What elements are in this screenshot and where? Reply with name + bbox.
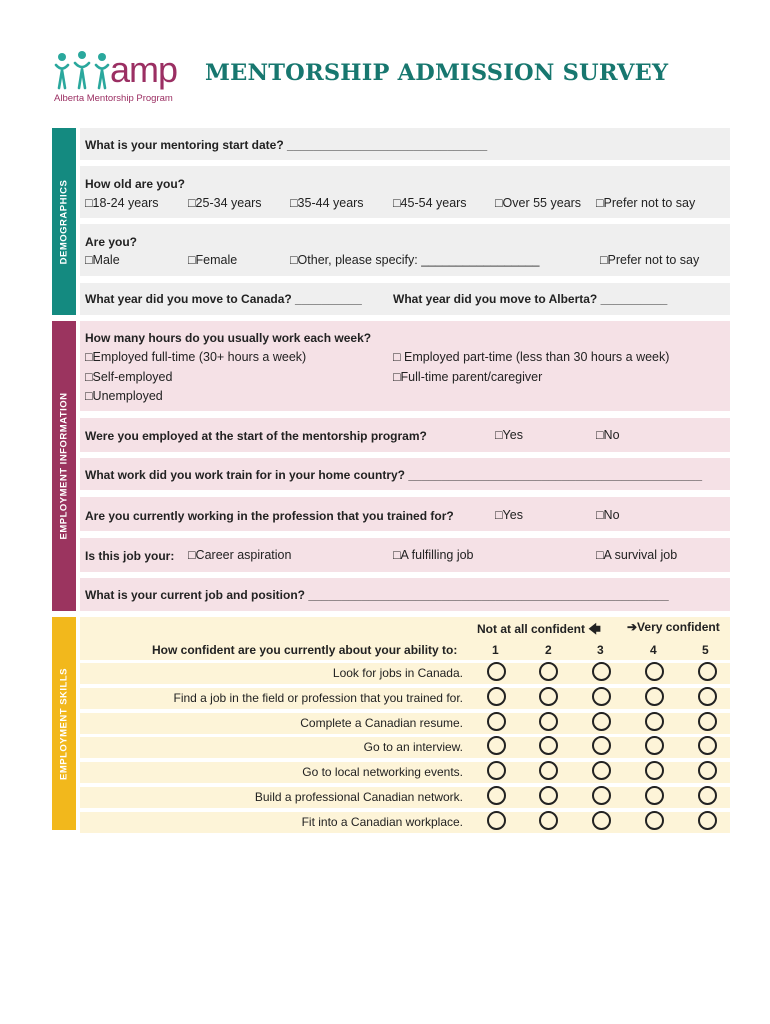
scale-number-3: 3 xyxy=(597,643,604,657)
hours-option-part-time[interactable]: □ Employed part-time (less than 30 hours a week) xyxy=(393,350,670,364)
age-option-prefer-not[interactable]: □Prefer not to say xyxy=(596,196,696,210)
move-canada-question[interactable]: What year did you move to Canada? __________ xyxy=(85,292,362,306)
gender-row xyxy=(80,224,730,276)
scale-right-label: ➔Very confident xyxy=(627,620,720,634)
skill-row xyxy=(80,688,730,709)
employed-start-row xyxy=(80,418,730,452)
scale-number-1: 1 xyxy=(492,643,499,657)
move-alberta-question[interactable]: What year did you move to Alberta? __________ xyxy=(393,292,668,306)
skill-item-label: Go to an interview. xyxy=(363,740,463,755)
working-profession-no[interactable]: □No xyxy=(596,508,620,522)
job-type-question: Is this job your: xyxy=(85,549,175,563)
age-option-25-34[interactable]: □25-34 years xyxy=(188,196,262,210)
age-row xyxy=(80,166,730,218)
rating-bubble-4[interactable] xyxy=(645,687,664,706)
rating-bubble-4[interactable] xyxy=(645,662,664,681)
working-profession-row xyxy=(80,497,730,531)
trained-row xyxy=(80,458,730,490)
skill-row xyxy=(80,713,730,734)
rating-bubble-1[interactable] xyxy=(487,662,506,681)
start-date-row xyxy=(80,128,730,160)
rating-bubble-2[interactable] xyxy=(539,786,558,805)
skill-row xyxy=(80,812,730,833)
trained-question[interactable]: What work did you work train for in your home country? ____________________________________________ xyxy=(85,468,702,482)
employed-start-yes[interactable]: □Yes xyxy=(495,428,523,442)
rating-bubble-5[interactable] xyxy=(698,786,717,805)
employment-info-section-label: EMPLOYMENT INFORMATION xyxy=(58,392,70,540)
age-question: How old are you? xyxy=(85,177,186,191)
employment-skills-section-label: EMPLOYMENT SKILLS xyxy=(58,667,70,780)
gender-option-female[interactable]: □Female xyxy=(188,253,238,267)
job-type-row xyxy=(80,538,730,572)
skill-row xyxy=(80,762,730,783)
skill-item-label: Look for jobs in Canada. xyxy=(332,666,463,680)
rating-bubble-5[interactable] xyxy=(698,712,717,731)
hours-option-self-employed[interactable]: □Self-employed xyxy=(85,370,173,384)
job-option-fulfilling[interactable]: □A fulfilling job xyxy=(393,548,474,562)
rating-bubble-2[interactable] xyxy=(539,687,558,706)
working-profession-yes[interactable]: □Yes xyxy=(495,508,523,522)
skill-item-label: Go to local networking events. xyxy=(302,765,463,780)
employment-skills-sidebar xyxy=(52,617,76,830)
working-profession-question: Are you currently working in the profession that you trained for? xyxy=(85,509,454,523)
age-option-35-44[interactable]: □35-44 years xyxy=(290,196,364,210)
rating-bubble-4[interactable] xyxy=(645,712,664,731)
scale-number-5: 5 xyxy=(702,643,709,657)
skill-item-label: Fit into a Canadian workplace. xyxy=(301,814,463,829)
rating-bubble-1[interactable] xyxy=(487,786,506,805)
scale-number-2: 2 xyxy=(545,643,552,657)
rating-bubble-5[interactable] xyxy=(698,687,717,706)
rating-bubble-1[interactable] xyxy=(487,811,506,830)
hours-row xyxy=(80,321,730,411)
employment-info-sidebar xyxy=(52,321,76,611)
move-year-row xyxy=(80,283,730,315)
gender-question: Are you? xyxy=(85,235,138,249)
rating-bubble-2[interactable] xyxy=(539,662,558,681)
rating-bubble-2[interactable] xyxy=(539,811,558,830)
rating-bubble-5[interactable] xyxy=(698,811,717,830)
skill-item-label: Build a professional Canadian network. xyxy=(254,790,463,804)
skill-row xyxy=(80,737,730,758)
rating-bubble-4[interactable] xyxy=(645,786,664,805)
employed-start-no[interactable]: □No xyxy=(596,428,620,442)
brand-wordmark: amp xyxy=(110,49,178,90)
skills-question: How confident are you currently about your ability to: xyxy=(152,643,458,657)
scale-left-label: Not at all confident 🡄 xyxy=(477,622,601,636)
hours-question: How many hours do you usually work each week? xyxy=(85,331,372,345)
hours-option-parent-caregiver[interactable]: □Full-time parent/caregiver xyxy=(393,370,543,384)
hours-option-unemployed[interactable]: □Unemployed xyxy=(85,389,163,403)
start-date-question[interactable]: What is your mentoring start date? ______________________________ xyxy=(85,138,488,152)
current-job-question[interactable]: What is your current job and position? ______________________________________________________ xyxy=(85,588,669,602)
skill-item-label: Find a job in the field or profession that you trained for. xyxy=(173,690,463,705)
gender-option-male[interactable]: □Male xyxy=(85,253,120,267)
rating-bubble-4[interactable] xyxy=(645,811,664,830)
rating-bubble-5[interactable] xyxy=(698,662,717,681)
gender-option-prefer-not[interactable]: □Prefer not to say xyxy=(600,253,700,267)
rating-bubble-3[interactable] xyxy=(592,712,611,731)
demographics-section-label: DEMOGRAPHICS xyxy=(58,179,70,264)
employed-start-question: Were you employed at the start of the mentorship program? xyxy=(85,429,427,443)
skills-header-row xyxy=(80,617,730,660)
rating-bubble-3[interactable] xyxy=(592,786,611,805)
current-job-row xyxy=(80,578,730,611)
job-option-career-aspiration[interactable]: □Career aspiration xyxy=(188,548,292,562)
rating-bubble-3[interactable] xyxy=(592,811,611,830)
age-option-over-55[interactable]: □Over 55 years xyxy=(495,196,582,210)
age-option-18-24[interactable]: □18-24 years xyxy=(85,196,159,210)
age-option-45-54[interactable]: □45-54 years xyxy=(393,196,467,210)
skill-row xyxy=(80,787,730,808)
skill-row xyxy=(80,663,730,684)
rating-bubble-3[interactable] xyxy=(592,662,611,681)
rating-bubble-1[interactable] xyxy=(487,687,506,706)
brand-tagline: Alberta Mentorship Program xyxy=(54,93,173,104)
rating-bubble-3[interactable] xyxy=(592,687,611,706)
rating-bubble-2[interactable] xyxy=(539,712,558,731)
rating-bubble-1[interactable] xyxy=(487,712,506,731)
gender-option-other[interactable]: □Other, please specify: _________________ xyxy=(290,253,540,267)
scale-number-4: 4 xyxy=(650,643,657,657)
hours-option-full-time[interactable]: □Employed full-time (30+ hours a week) xyxy=(85,350,307,364)
skill-item-label: Complete a Canadian resume. xyxy=(300,715,463,730)
demographics-sidebar xyxy=(52,128,76,315)
page-title: MENTORSHIP ADMISSION SURVEY xyxy=(205,60,669,86)
job-option-survival[interactable]: □A survival job xyxy=(596,548,678,562)
